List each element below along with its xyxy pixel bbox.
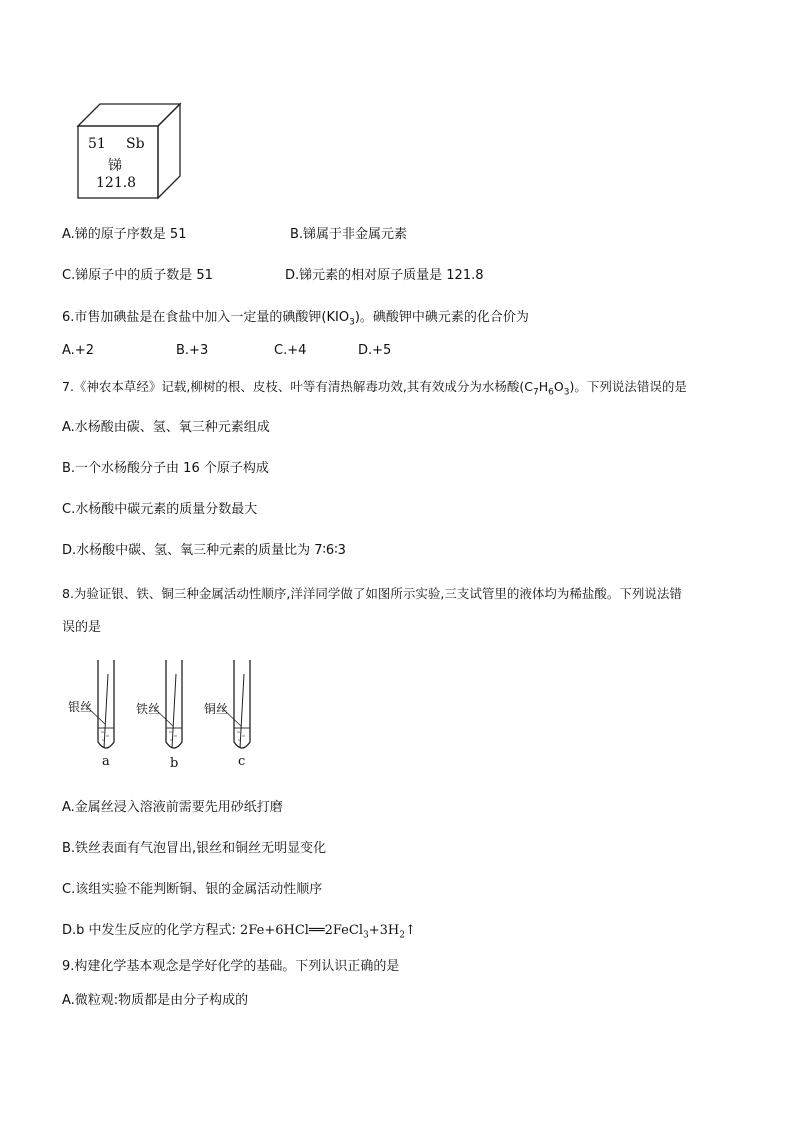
q8-stem-line1: 8.为验证银、铁、铜三种金属活动性顺序,洋洋同学做了如图所示实验,三支试管里的液体均为稀盐酸。下列说法错 bbox=[62, 586, 682, 601]
q7-option-a: A.水杨酸由碳、氢、氧三种元素组成 bbox=[62, 420, 270, 435]
tube-a-letter: a bbox=[102, 754, 110, 769]
q8-equation-product-1: 2FeCl bbox=[324, 923, 363, 938]
q7-option-c: C.水杨酸中碳元素的质量分数最大 bbox=[62, 502, 258, 517]
q6-stem-text: 6.市售加碘盐是在食盐中加入一定量的碘酸钾(KIO bbox=[62, 310, 350, 325]
q8-option-d-equation bbox=[240, 923, 416, 941]
q8-stem-line2: 误的是 bbox=[62, 620, 102, 635]
q7-formula-o: O bbox=[553, 379, 564, 394]
tube-b-label: 铁丝 bbox=[136, 702, 161, 716]
q7-sub-c: 7 bbox=[532, 387, 539, 398]
q8-equation-sub-2: 2 bbox=[399, 930, 405, 941]
tube-c-label: 铜丝 bbox=[204, 702, 229, 716]
q7-option-d: D.水杨酸中碳、氢、氧三种元素的质量比为 7∶6∶3 bbox=[62, 543, 346, 558]
q5-option-d: D.锑元素的相对原子质量是 121.8 bbox=[285, 268, 484, 283]
element-symbol: Sb bbox=[126, 136, 145, 152]
tube-b-letter: b bbox=[170, 756, 179, 771]
q7-sub-o: 3 bbox=[563, 387, 570, 398]
q6-stem-text-end: )。碘酸钾中碘元素的化合价为 bbox=[354, 310, 529, 325]
q6-stem-subscript: 3 bbox=[349, 317, 355, 328]
q5-option-c: C.锑原子中的质子数是 51 bbox=[62, 268, 213, 283]
q8-option-a: A.金属丝浸入溶液前需要先用砂纸打磨 bbox=[62, 800, 283, 815]
test-tubes-figure bbox=[62, 654, 282, 774]
tube-a-label: 银丝 bbox=[68, 700, 93, 714]
q8-option-c: C.该组实验不能判断铜、银的金属活动性顺序 bbox=[62, 882, 323, 897]
q8-equation-reactants: 2Fe+6HCl bbox=[240, 923, 309, 938]
element-card bbox=[76, 102, 184, 200]
q7-formula-h: H bbox=[538, 379, 549, 394]
atomic-mass: 121.8 bbox=[96, 175, 137, 191]
q5-option-a: A.锑的原子序数是 51 bbox=[62, 227, 187, 242]
tube-c-letter: c bbox=[238, 754, 246, 769]
q8-option-b: B.铁丝表面有气泡冒出,银丝和铜丝无明显变化 bbox=[62, 841, 327, 856]
q7-stem bbox=[62, 378, 687, 402]
element-name: 锑 bbox=[108, 158, 122, 174]
q6-option-a: A.+2 bbox=[62, 343, 94, 358]
q6-option-c: C.+4 bbox=[274, 343, 307, 358]
q8-equation-sub-1: 3 bbox=[362, 930, 369, 941]
q9-option-a: A.微粒观:物质都是由分子构成的 bbox=[62, 993, 249, 1008]
q8-option-d bbox=[62, 922, 416, 945]
q7-stem-text: 7.《神农本草经》记载,柳树的根、皮枝、叶等有清热解毒功效,其有效成分为水杨酸(C bbox=[62, 379, 533, 394]
q7-option-b: B.一个水杨酸分子由 16 个原子构成 bbox=[62, 461, 269, 476]
q7-sub-h: 6 bbox=[548, 387, 554, 398]
gas-arrow-icon: ↑ bbox=[404, 923, 416, 938]
q5-option-b: B.锑属于非金属元素 bbox=[290, 227, 408, 242]
q8-equation-product-2: +3H bbox=[368, 923, 400, 938]
q6-option-d: D.+5 bbox=[358, 343, 392, 358]
q9-stem: 9.构建化学基本观念是学好化学的基础。下列认识正确的是 bbox=[62, 959, 400, 974]
equals-sign: ══ bbox=[308, 923, 325, 938]
q6-option-b: B.+3 bbox=[176, 343, 209, 358]
q7-stem-text-end: )。下列说法错误的是 bbox=[569, 379, 687, 394]
q8-option-d-text: D.b 中发生反应的化学方程式: bbox=[62, 923, 241, 938]
atomic-number: 51 bbox=[88, 136, 106, 152]
q6-stem bbox=[62, 309, 529, 332]
